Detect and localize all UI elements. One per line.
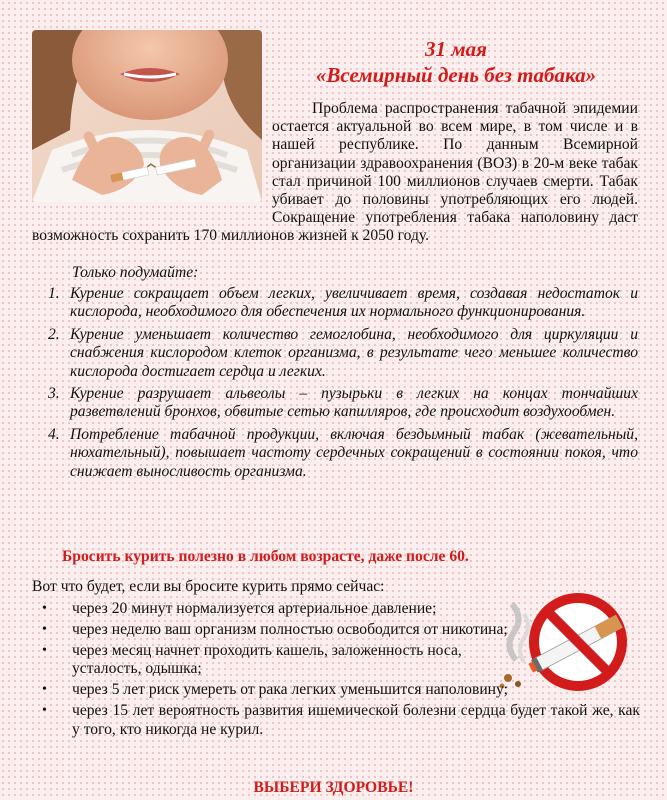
fact-number: 3.	[48, 385, 60, 403]
bullet-mark: •	[42, 702, 47, 718]
fact-text: Курение уменьшает количество гемоглобина, необходимого для циркуляции и снабжения кислородом клеток организма, в результате чего меньшее количество кислорода достигает сердца и легких.	[70, 325, 638, 380]
bullet-mark: •	[42, 601, 47, 616]
intro-paragraph	[32, 100, 638, 246]
fact-number: 4.	[48, 425, 60, 443]
benefit-item	[40, 642, 640, 680]
benefit-text: через 20 минут нормализуется артериальное давление;	[72, 600, 437, 617]
advice-highlight: Бросить курить полезно в любом возрасте, даже после 60.	[62, 548, 469, 565]
bullet-mark: •	[42, 642, 47, 658]
event-title: «Всемирный день без табака»	[315, 63, 597, 87]
what-next-heading: Вот что будет, если вы бросите курить прямо сейчас:	[32, 578, 385, 595]
bullet-mark: •	[42, 621, 47, 637]
benefit-item	[40, 600, 640, 619]
benefit-item	[40, 681, 640, 700]
benefit-text: через 5 лет риск умереть от рака легких уменьшится наполовину;	[72, 681, 508, 699]
fact-number: 1.	[48, 285, 60, 302]
benefit-item	[40, 621, 640, 640]
fact-text: Курение сокращает объем легких, увеличивает время, создавая недостаток и кислорода, необходимого для обеспечения их нормального функционирования.	[70, 285, 638, 321]
intro-text: Проблема распространения табачной эпидемии остается актуальной во всем мире, в том числе и в нашей республике. По данным Всемирной организации здравоохранения (ВОЗ) в 20-м веке табак стал причиной 100 миллионов случаев смерти. Табак убивает до половины употребляющих его людей. Сокращение употребления табака наполовину даст возможность сохранить 170 миллионов жизней к 2050 году.	[32, 100, 638, 245]
benefit-text: через месяц начнет проходить кашель, заложенность носа, усталость, одышка;	[72, 641, 462, 678]
benefit-text: через неделю ваш организм полностью освободится от никотина;	[72, 620, 508, 638]
fact-item	[48, 326, 638, 381]
fact-item	[48, 385, 638, 422]
fact-text: Потребление табачной продукции, включая бездымный табак (жевательный, нюхательный), повышает частоту сердечных сокращений в состоянии покоя, что снижает выносливость организма.	[70, 425, 638, 480]
footer-slogan: ВЫБЕРИ ЗДОРОВЬЕ!	[253, 779, 414, 796]
benefit-item	[40, 702, 640, 740]
photo-wrap-spacer	[32, 100, 272, 210]
fact-text: Курение разрушает альвеолы – пузырьки в легких на концах тончайших разветвлений бронхов, обвитые сетью капилляров, где происходит воздухообмен.	[70, 385, 638, 421]
fact-item	[48, 426, 638, 481]
bullet-mark: •	[42, 682, 47, 698]
benefits-list	[40, 600, 640, 742]
fact-item	[48, 285, 638, 322]
facts-list	[48, 285, 638, 485]
page-title	[270, 36, 642, 88]
benefit-text: через 15 лет вероятность развития ишемической болезни сердца будет такой же, как у того, кто никогда не курил.	[72, 701, 640, 738]
think-label: Только подумайте:	[72, 264, 199, 281]
fact-number: 2.	[48, 325, 60, 343]
date-heading: 31 мая	[425, 37, 487, 61]
